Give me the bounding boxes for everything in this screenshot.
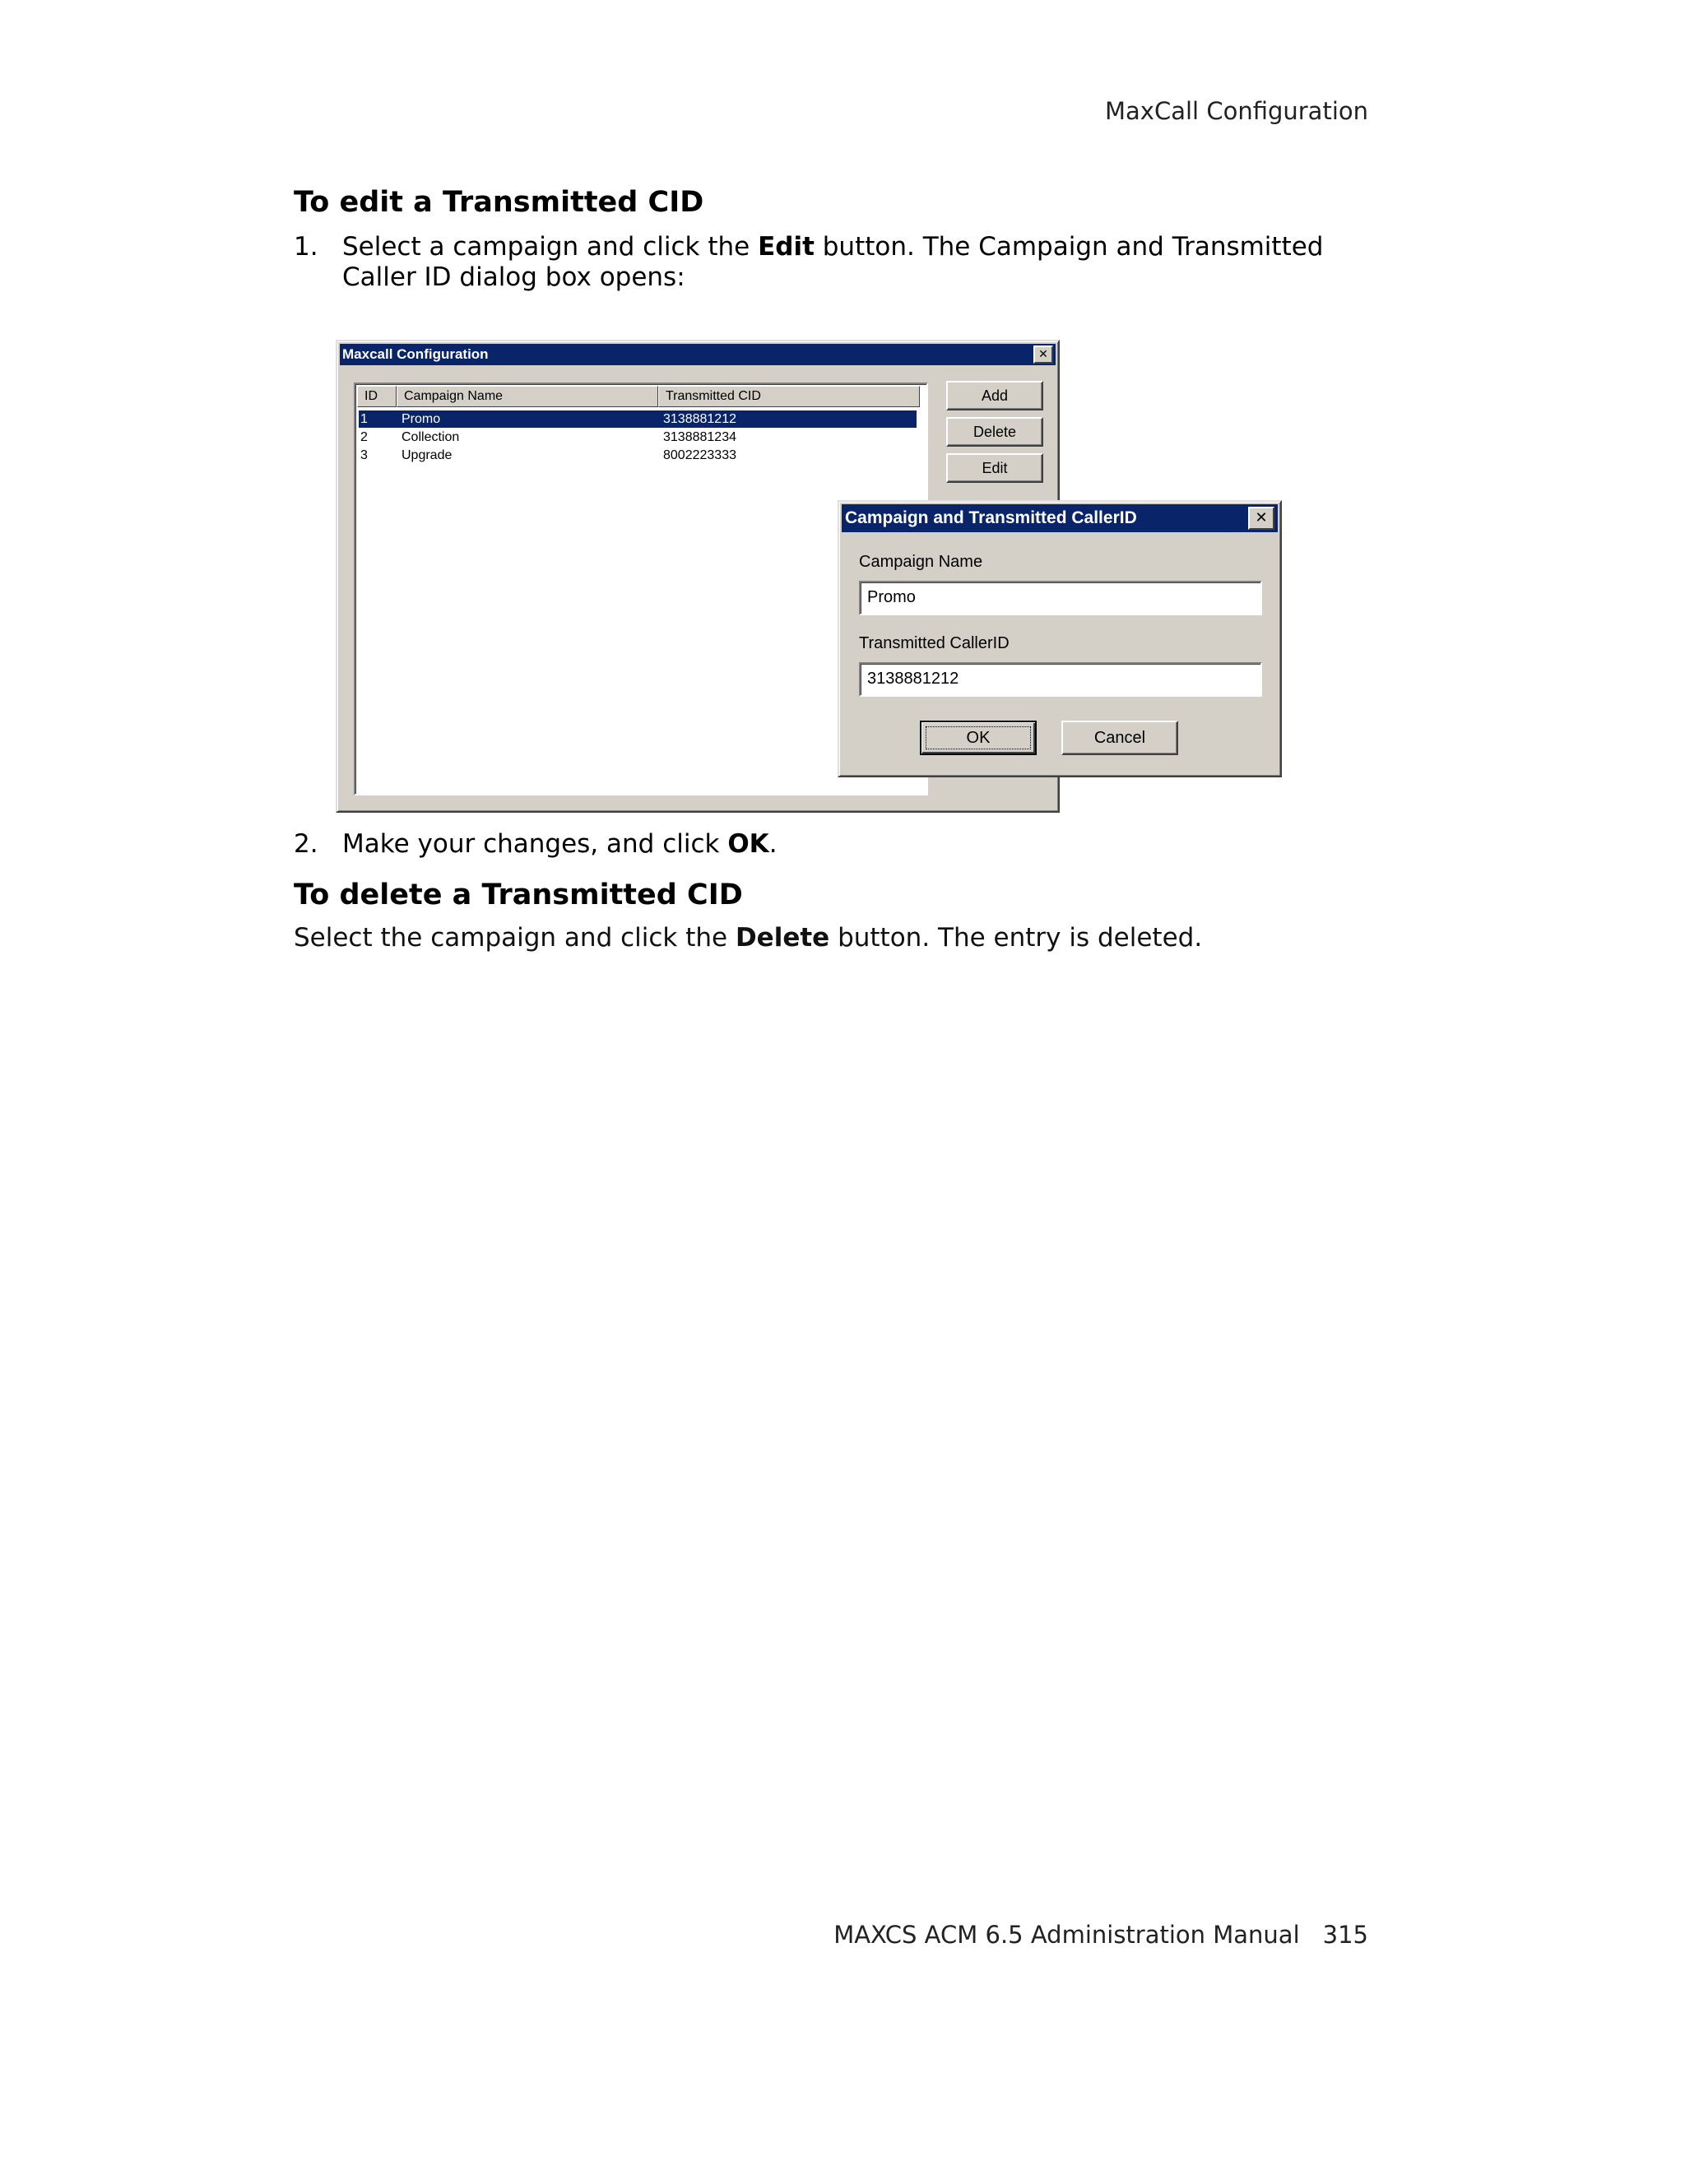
list-header — [357, 386, 918, 407]
step-1-bold-edit: Edit — [758, 232, 815, 262]
add-button[interactable]: Add — [946, 381, 1043, 410]
main-window-titlebar — [340, 344, 1056, 365]
step-2-number: 2. — [294, 829, 318, 859]
campaign-name-label: Campaign Name — [859, 553, 983, 571]
campaign-callerid-dialog — [838, 500, 1282, 777]
heading-delete-cid: To delete a Transmitted CID — [294, 879, 743, 911]
step-2-text-a: Make your changes, and click — [342, 829, 728, 859]
step-2-text — [342, 829, 1379, 860]
footer-manual-title: MAXCS ACM 6.5 Administration Manual — [833, 1921, 1300, 1949]
page-number: 315 — [1322, 1921, 1368, 1949]
step-1-text-b: button. The Campaign and Transmitted Caller ID dialog box opens: — [342, 232, 1324, 292]
step-2-text-b: . — [768, 829, 778, 859]
column-header-id[interactable]: ID — [357, 386, 397, 407]
cell-campaign-name: Collection — [402, 430, 460, 444]
dialog-close-icon[interactable]: ✕ — [1248, 507, 1274, 530]
main-window-title: Maxcall Configuration — [342, 346, 489, 362]
delete-bold: Delete — [735, 923, 830, 953]
cell-cid: 3138881212 — [663, 412, 736, 426]
delete-text-a: Select the campaign and click the — [294, 923, 736, 953]
cell-id: 3 — [360, 448, 368, 462]
transmitted-callerid-field[interactable]: 3138881212 — [859, 662, 1262, 697]
transmitted-callerid-label: Transmitted CallerID — [859, 634, 1010, 652]
step-2-bold-ok: OK — [727, 829, 769, 859]
cell-campaign-name: Upgrade — [402, 448, 453, 462]
running-header: MaxCall Configuration — [1105, 97, 1368, 125]
cell-id: 1 — [360, 412, 368, 426]
delete-text-b: button. The entry is deleted. — [829, 923, 1203, 953]
ok-button-label: OK — [966, 729, 991, 747]
page-footer — [740, 1921, 1368, 1949]
delete-paragraph — [294, 923, 1363, 953]
heading-edit-cid: To edit a Transmitted CID — [294, 186, 704, 219]
cell-campaign-name: Promo — [402, 412, 441, 426]
cell-id: 2 — [360, 430, 368, 444]
dialog-title: Campaign and Transmitted CallerID — [845, 508, 1137, 527]
ok-focus-rect — [926, 726, 1031, 749]
delete-button[interactable]: Delete — [946, 417, 1043, 447]
table-row[interactable] — [359, 410, 917, 428]
table-row[interactable] — [359, 429, 917, 446]
step-1-text — [342, 232, 1379, 293]
edit-button[interactable]: Edit — [946, 453, 1043, 483]
main-window-close-icon[interactable]: ✕ — [1033, 345, 1053, 364]
table-row[interactable] — [359, 447, 917, 464]
cell-cid: 8002223333 — [663, 448, 736, 462]
column-header-transmitted-cid[interactable]: Transmitted CID — [658, 386, 920, 407]
step-1-number: 1. — [294, 232, 318, 262]
cancel-button[interactable]: Cancel — [1061, 721, 1178, 755]
cell-cid: 3138881234 — [663, 430, 736, 444]
ok-button[interactable] — [920, 721, 1037, 755]
dialog-titlebar — [842, 504, 1278, 532]
campaign-name-field[interactable]: Promo — [859, 581, 1262, 615]
column-header-campaign-name[interactable]: Campaign Name — [397, 386, 658, 407]
step-1-text-a: Select a campaign and click the — [342, 232, 759, 262]
